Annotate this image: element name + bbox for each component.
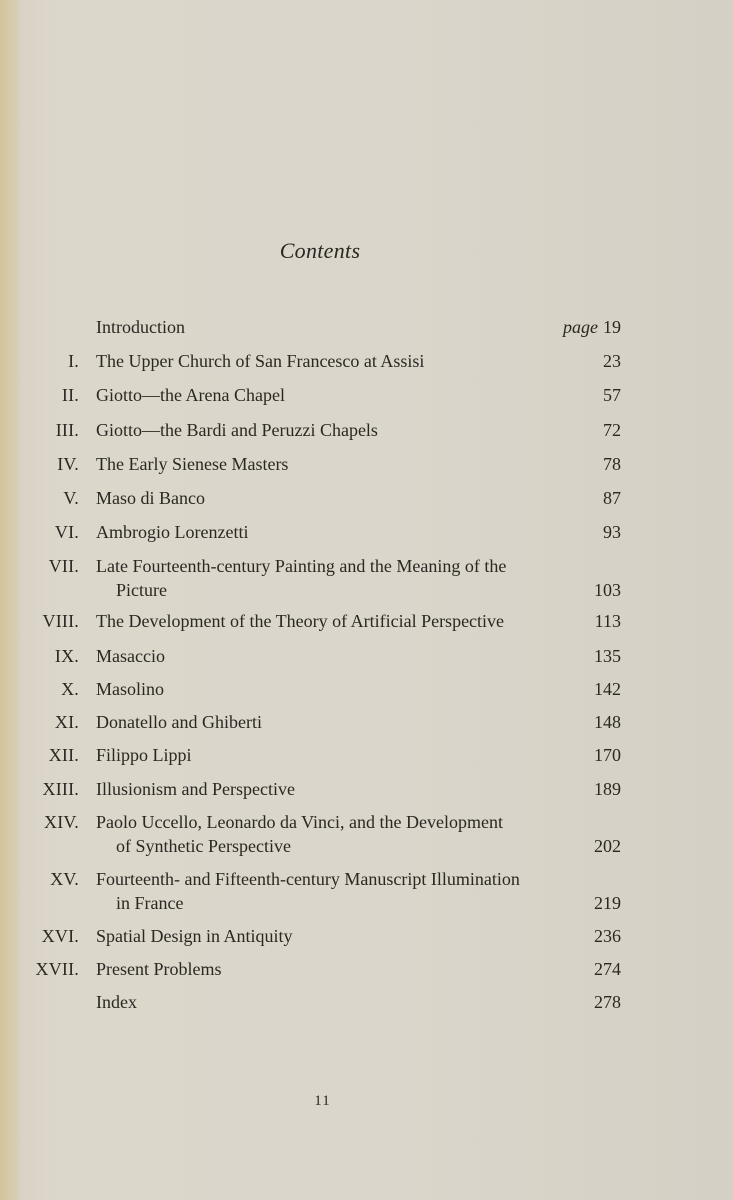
page-number: 23 <box>603 351 621 371</box>
page-number: 274 <box>594 959 621 979</box>
contents-heading: Contents <box>279 238 361 263</box>
chapter-title <box>96 810 571 858</box>
chapter-title: The Early Sienese Masters <box>96 454 289 474</box>
chapter-number: IX. <box>54 646 79 666</box>
chapter-number: IV. <box>57 454 79 474</box>
page-number <box>563 315 621 339</box>
page-number: 135 <box>594 646 621 666</box>
chapter-title: Masolino <box>96 679 165 699</box>
chapter-number: X. <box>61 679 79 699</box>
chapter-number: II. <box>61 385 79 405</box>
page-number: 236 <box>594 926 621 946</box>
chapter-title: Filippo Lippi <box>96 745 192 765</box>
page-number: 93 <box>603 522 621 542</box>
chapter-title: Giotto—the Bardi and Peruzzi Chapels <box>96 420 378 440</box>
page-number: 72 <box>603 420 621 440</box>
chapter-title: The Upper Church of San Francesco at Assisi <box>96 351 425 371</box>
chapter-title: Illusionism and Perspective <box>96 779 295 799</box>
chapter-number: XIV. <box>44 812 79 832</box>
page-number: 170 <box>594 745 621 765</box>
chapter-title-continuation: Picture <box>116 580 167 600</box>
page-number: 148 <box>594 712 621 732</box>
chapter-number: XVI. <box>41 926 79 946</box>
chapter-number: XII. <box>48 745 79 765</box>
chapter-title: Introduction <box>96 317 185 337</box>
chapter-title-continuation: in France <box>116 893 184 913</box>
chapter-title-line: Fourteenth- and Fifteenth-century Manuscript Illumination <box>96 869 520 889</box>
chapter-title-continuation: of Synthetic Perspective <box>116 836 291 856</box>
page-number: 78 <box>603 454 621 474</box>
chapter-title-line: Late Fourteenth-century Painting and the Meaning of the <box>96 556 507 576</box>
page-number: 57 <box>603 385 621 405</box>
page-number: 219 <box>594 893 621 913</box>
page-number: 142 <box>594 679 621 699</box>
chapter-number: XI. <box>54 712 79 732</box>
chapter-number: XVII. <box>35 959 79 979</box>
chapter-number: VIII. <box>42 611 79 631</box>
chapter-number: III. <box>55 420 79 440</box>
chapter-title <box>96 554 571 602</box>
chapter-title: Index <box>96 992 137 1012</box>
chapter-number: XIII. <box>42 779 79 799</box>
page-number-value: 19 <box>603 317 621 337</box>
page-number: 189 <box>594 779 621 799</box>
page-number: 202 <box>594 836 621 856</box>
chapter-title-line: Paolo Uccello, Leonardo da Vinci, and the Development <box>96 812 503 832</box>
page-number: 87 <box>603 488 621 508</box>
page-number: 113 <box>594 611 621 631</box>
chapter-number: V. <box>63 488 79 508</box>
chapter-number: XV. <box>50 869 79 889</box>
chapter-title: Present Problems <box>96 959 222 979</box>
chapter-title: Donatello and Ghiberti <box>96 712 262 732</box>
chapter-number: VII. <box>48 556 79 576</box>
chapter-title: Ambrogio Lorenzetti <box>96 522 249 542</box>
chapter-title: Giotto—the Arena Chapel <box>96 385 285 405</box>
chapter-title: Masaccio <box>96 646 165 666</box>
chapter-title: The Development of the Theory of Artificial Perspective <box>96 611 505 631</box>
page-label: page <box>563 317 598 337</box>
chapter-number: I. <box>68 351 79 371</box>
page-number: 278 <box>594 992 621 1012</box>
page-gutter-edge <box>0 0 22 1200</box>
page-number: 103 <box>594 580 621 600</box>
chapter-title: Spatial Design in Antiquity <box>96 926 293 946</box>
chapter-title: Maso di Banco <box>96 488 205 508</box>
chapter-number: VI. <box>54 522 79 542</box>
chapter-title <box>96 867 571 915</box>
folio-page-number: 11 <box>314 1093 331 1109</box>
